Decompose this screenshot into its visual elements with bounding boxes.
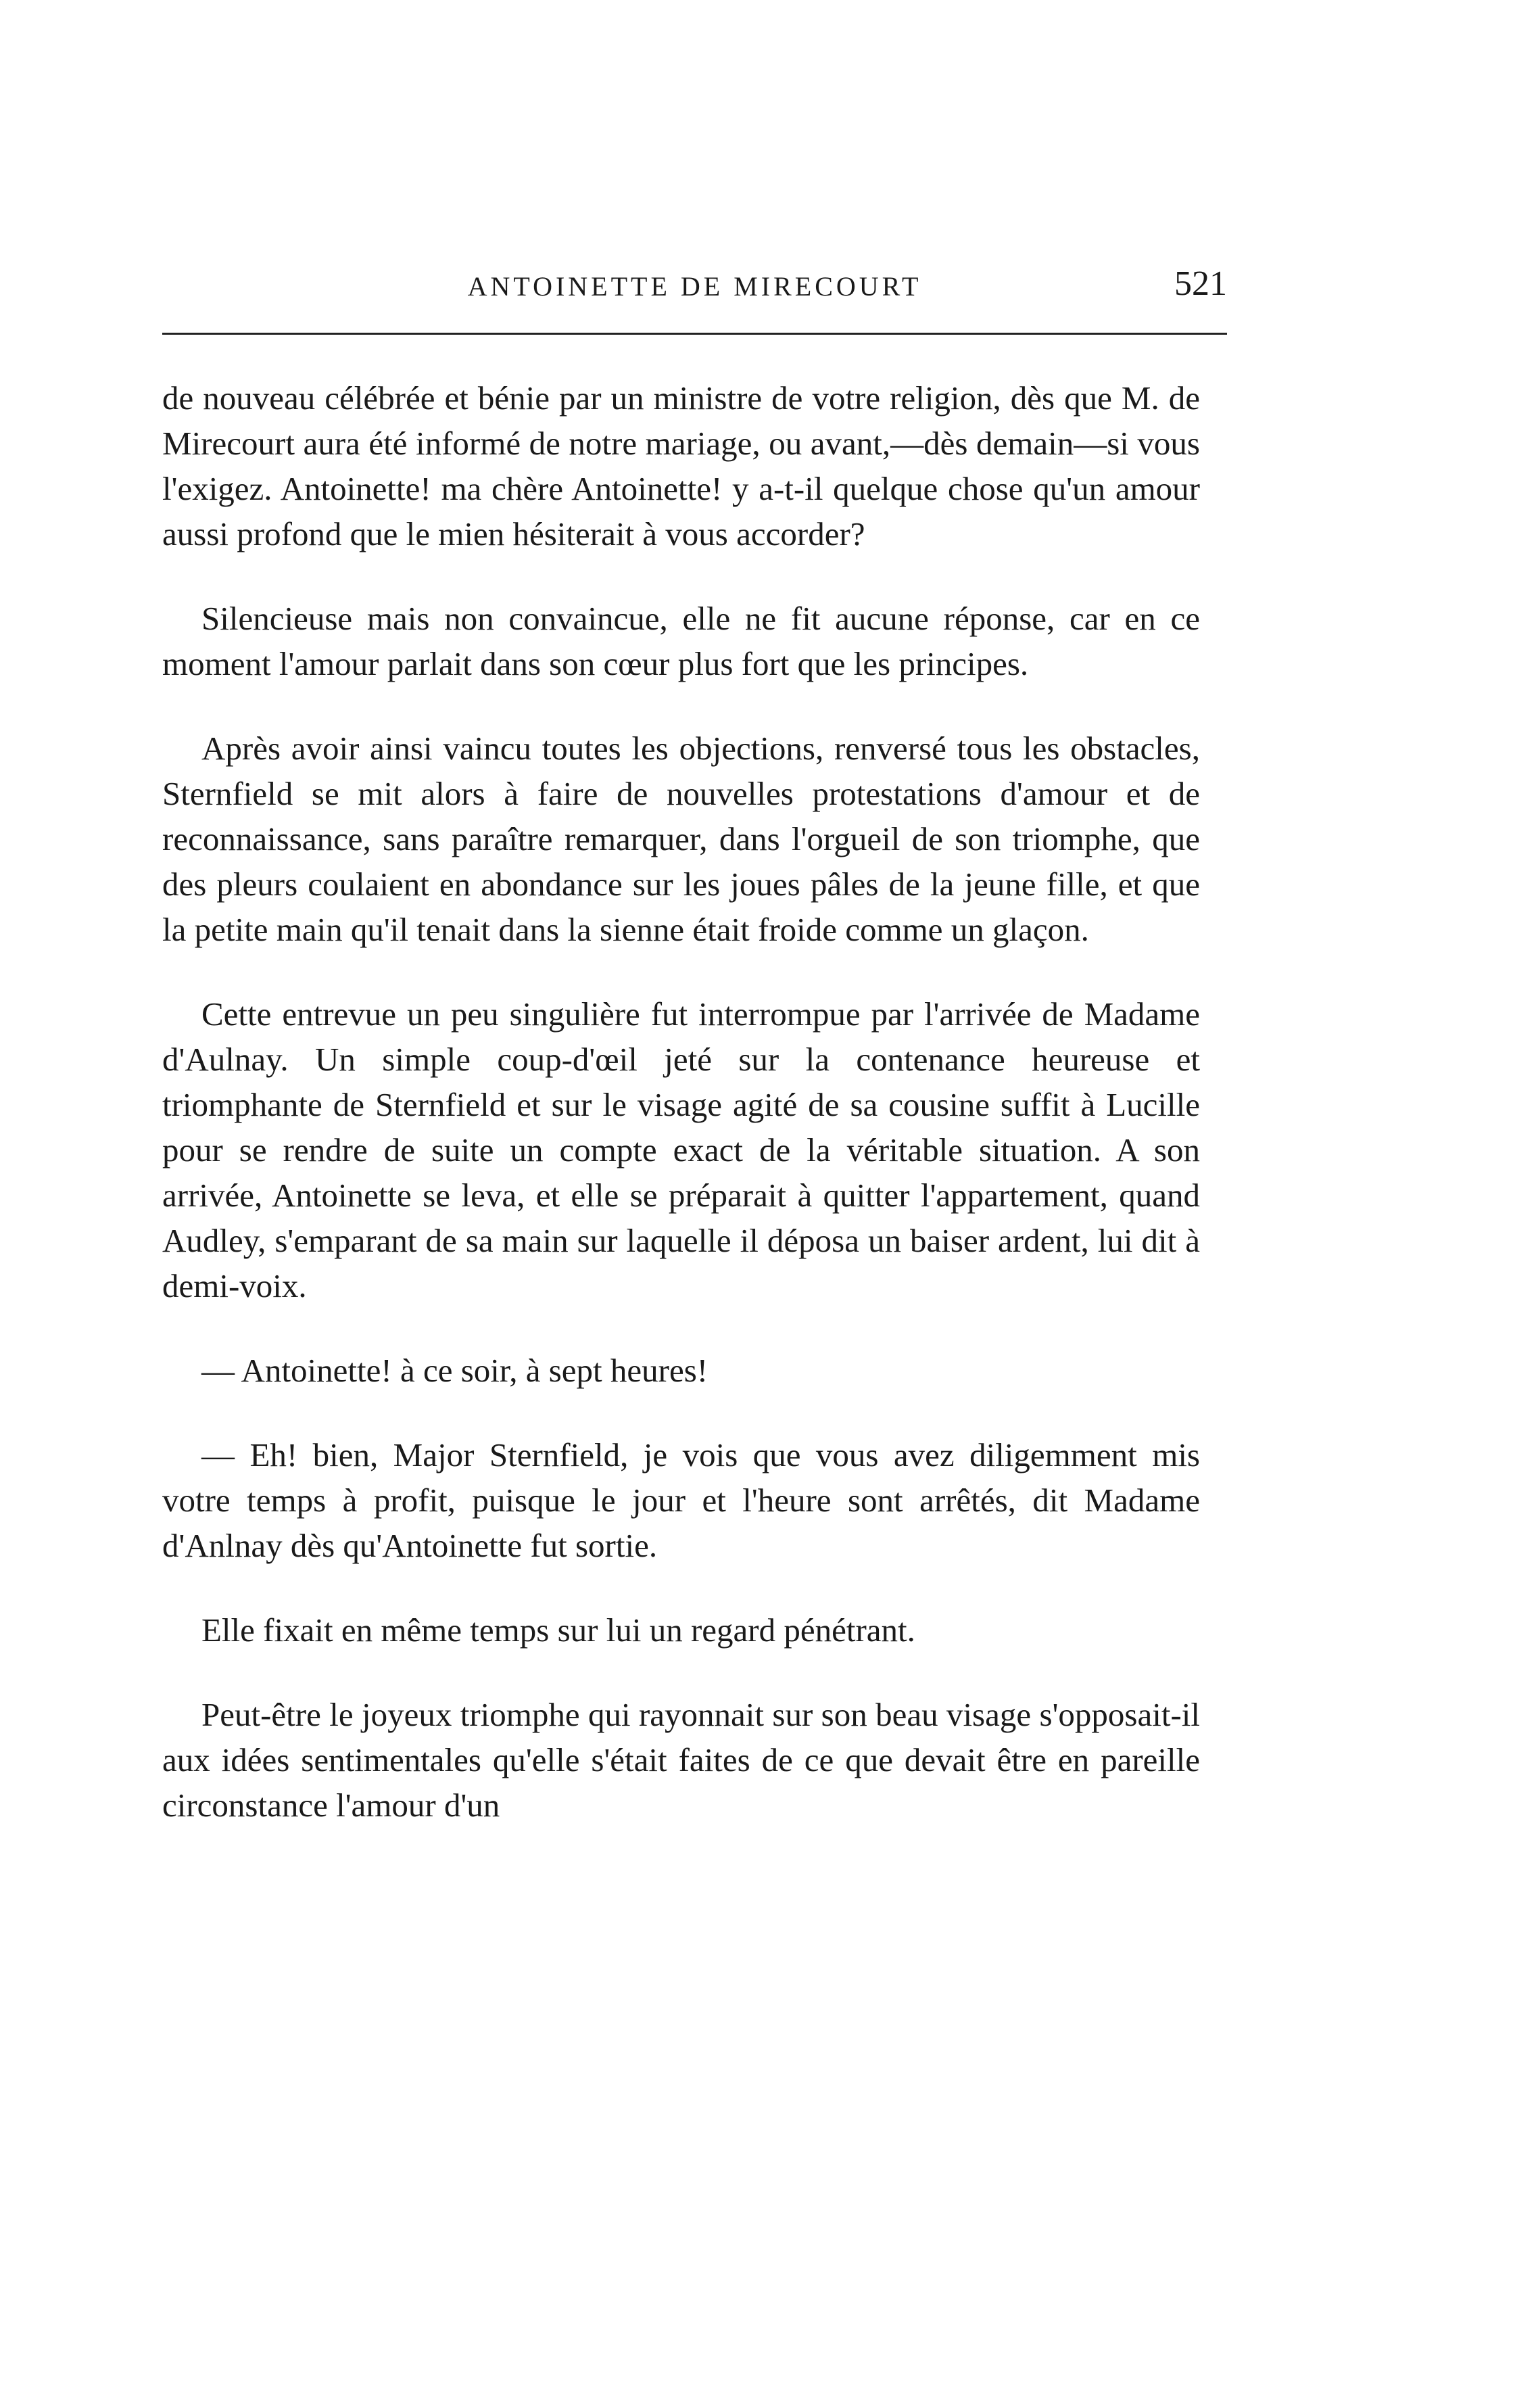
page-number: 521 xyxy=(1174,264,1227,303)
paragraph: Cette entrevue un peu singulière fut interrompue par l'arrivée de Madame d'Aulnay. Un simple coup-d'œil jeté sur la contenance heureuse et triomphante de Sternfield et sur le visage agité de sa cousine suffit à Lucille pour se rendre de suite un compte exact de la véritable situation. A son arrivée, Antoinette se leva, et elle se préparait à quitter l'appartement, quand Audley, s'emparant de sa main sur laquelle il déposa un baiser ardent, lui dit à demi-voix. xyxy=(162,995,1200,1304)
dialogue-line: — Eh! bien, Major Sternfield, je vois que vous avez diligemment mis votre temps à profit, puisque le jour et l'heure sont arrêtés, dit Madame d'Anlnay dès qu'Antoinette fut sortie. xyxy=(162,1436,1200,1564)
paragraph: Après avoir ainsi vaincu toutes les objections, renversé tous les obstacles, Sternfield se mit alors à faire de nouvelles protestations d'amour et de reconnaissance, sans paraître remarquer, dans l'orgueil de son triomphe, que des pleurs coulaient en abondance sur les joues pâles de la jeune fille, et que la petite main qu'il tenait dans la sienne était froide comme un glaçon. xyxy=(162,730,1200,948)
paragraph-continued: de nouveau célébrée et bénie par un ministre de votre religion, dès que M. de Mirecourt aura été informé de notre mariage, ou avant,—dès demain—si vous l'exigez. Antoinette! ma chère Antoinette! y a-t-il quelque chose qu'un amour aussi profond que le mien hésiterait à vous accorder? xyxy=(162,379,1200,552)
paragraph: Elle fixait en même temps sur lui un regard pénétrant. xyxy=(201,1611,915,1649)
running-head xyxy=(162,264,1227,325)
header-rule xyxy=(162,333,1227,335)
paragraph: Silencieuse mais non convaincue, elle ne fit aucune réponse, car en ce moment l'amour parlait dans son cœur plus fort que les principes. xyxy=(162,600,1200,682)
paragraph: Peut-être le joyeux triomphe qui rayonnait sur son beau visage s'opposait-il aux idées sentimentales qu'elle s'était faites de ce que devait être en pareille circonstance l'amour d'un xyxy=(162,1696,1200,1824)
body-text xyxy=(162,375,1200,1867)
running-title: ANTOINETTE DE MIRECOURT xyxy=(467,271,922,302)
dialogue-line: — Antoinette! à ce soir, à sept heures! xyxy=(201,1352,708,1389)
